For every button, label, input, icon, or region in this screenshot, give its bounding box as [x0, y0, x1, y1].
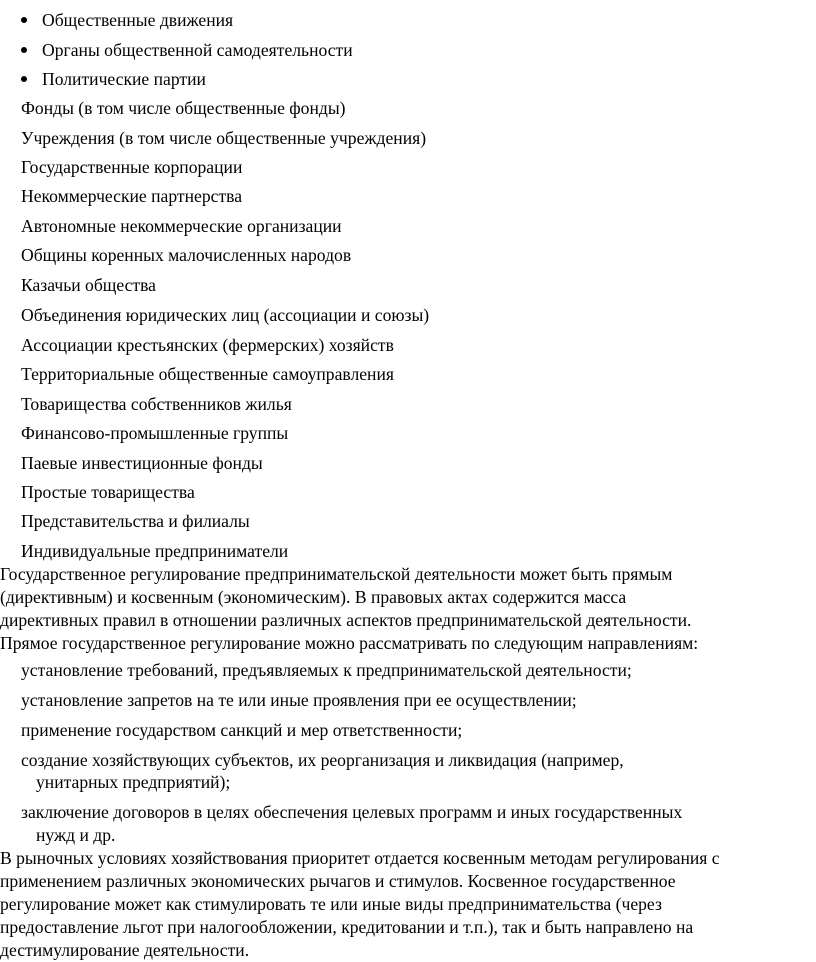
paragraph-line: директивных правил в отношении различных аспектов предпринимательской деятельности.	[0, 610, 692, 630]
list-item: Фонды (в том числе общественные фонды)	[21, 98, 346, 118]
list-item: Государственные корпорации	[21, 157, 243, 177]
direction-item: применение государством санкций и мер ответственности;	[21, 720, 463, 740]
direction-item: создание хозяйствующих субъектов, их реорганизация и ликвидация (например,	[21, 750, 624, 770]
list-item: Некоммерческие партнерства	[21, 186, 243, 206]
list-item: Индивидуальные предприниматели	[21, 541, 289, 561]
list-item: Территориальные общественные самоуправления	[21, 364, 394, 384]
bullet-item: Органы общественной самодеятельности	[42, 40, 353, 60]
paragraph-line: Прямое государственное регулирование можно рассматривать по следующим направлениям:	[0, 633, 699, 653]
list-item: Казачьи общества	[21, 275, 156, 295]
list-item: Паевые инвестиционные фонды	[21, 453, 263, 473]
list-item: Товарищества собственников жилья	[21, 394, 292, 414]
paragraph-line: В рыночных условиях хозяйствования приоритет отдается косвенным методам регулирования с	[0, 848, 720, 868]
paragraph-line: предоставление льгот при налогообложении, кредитовании и т.п.), так и быть направлено на	[0, 917, 694, 937]
list-item: Ассоциации крестьянских (фермерских) хозяйств	[21, 335, 394, 355]
direction-item-continuation: нужд и др.	[36, 825, 116, 845]
paragraph-line: применением различных экономических рычагов и стимулов. Косвенное государственное	[0, 871, 676, 891]
list-item: Финансово-промышленные группы	[21, 423, 289, 443]
direction-item-continuation: унитарных предприятий);	[36, 772, 231, 792]
direction-item: заключение договоров в целях обеспечения целевых программ и иных государственных	[21, 802, 683, 822]
paragraph-line: регулирование может как стимулировать те или иные виды предпринимательства (через	[0, 894, 662, 914]
direction-item: установление запретов на те или иные проявления при ее осуществлении;	[21, 690, 577, 710]
bullet-dot-icon	[21, 17, 27, 23]
paragraph-line: (директивным) и косвенным (экономическим). В правовых актах содержится масса	[0, 587, 627, 607]
list-item: Простые товарищества	[21, 482, 195, 502]
direction-item: установление требований, предъявляемых к предпринимательской деятельности;	[21, 660, 632, 680]
bullet-item: Общественные движения	[42, 10, 234, 30]
list-item: Учреждения (в том числе общественные учреждения)	[21, 128, 427, 148]
bullet-item: Политические партии	[42, 69, 206, 89]
list-item: Общины коренных малочисленных народов	[21, 245, 352, 265]
paragraph-line: дестимулирование деятельности.	[0, 940, 250, 960]
list-item: Объединения юридических лиц (ассоциации и союзы)	[21, 305, 430, 325]
bullet-dot-icon	[21, 47, 27, 53]
paragraph-line: Государственное регулирование предпринимательской деятельности может быть прямым	[0, 564, 673, 584]
bullet-dot-icon	[21, 76, 27, 82]
list-item: Представительства и филиалы	[21, 511, 250, 531]
list-item: Автономные некоммерческие организации	[21, 216, 342, 236]
